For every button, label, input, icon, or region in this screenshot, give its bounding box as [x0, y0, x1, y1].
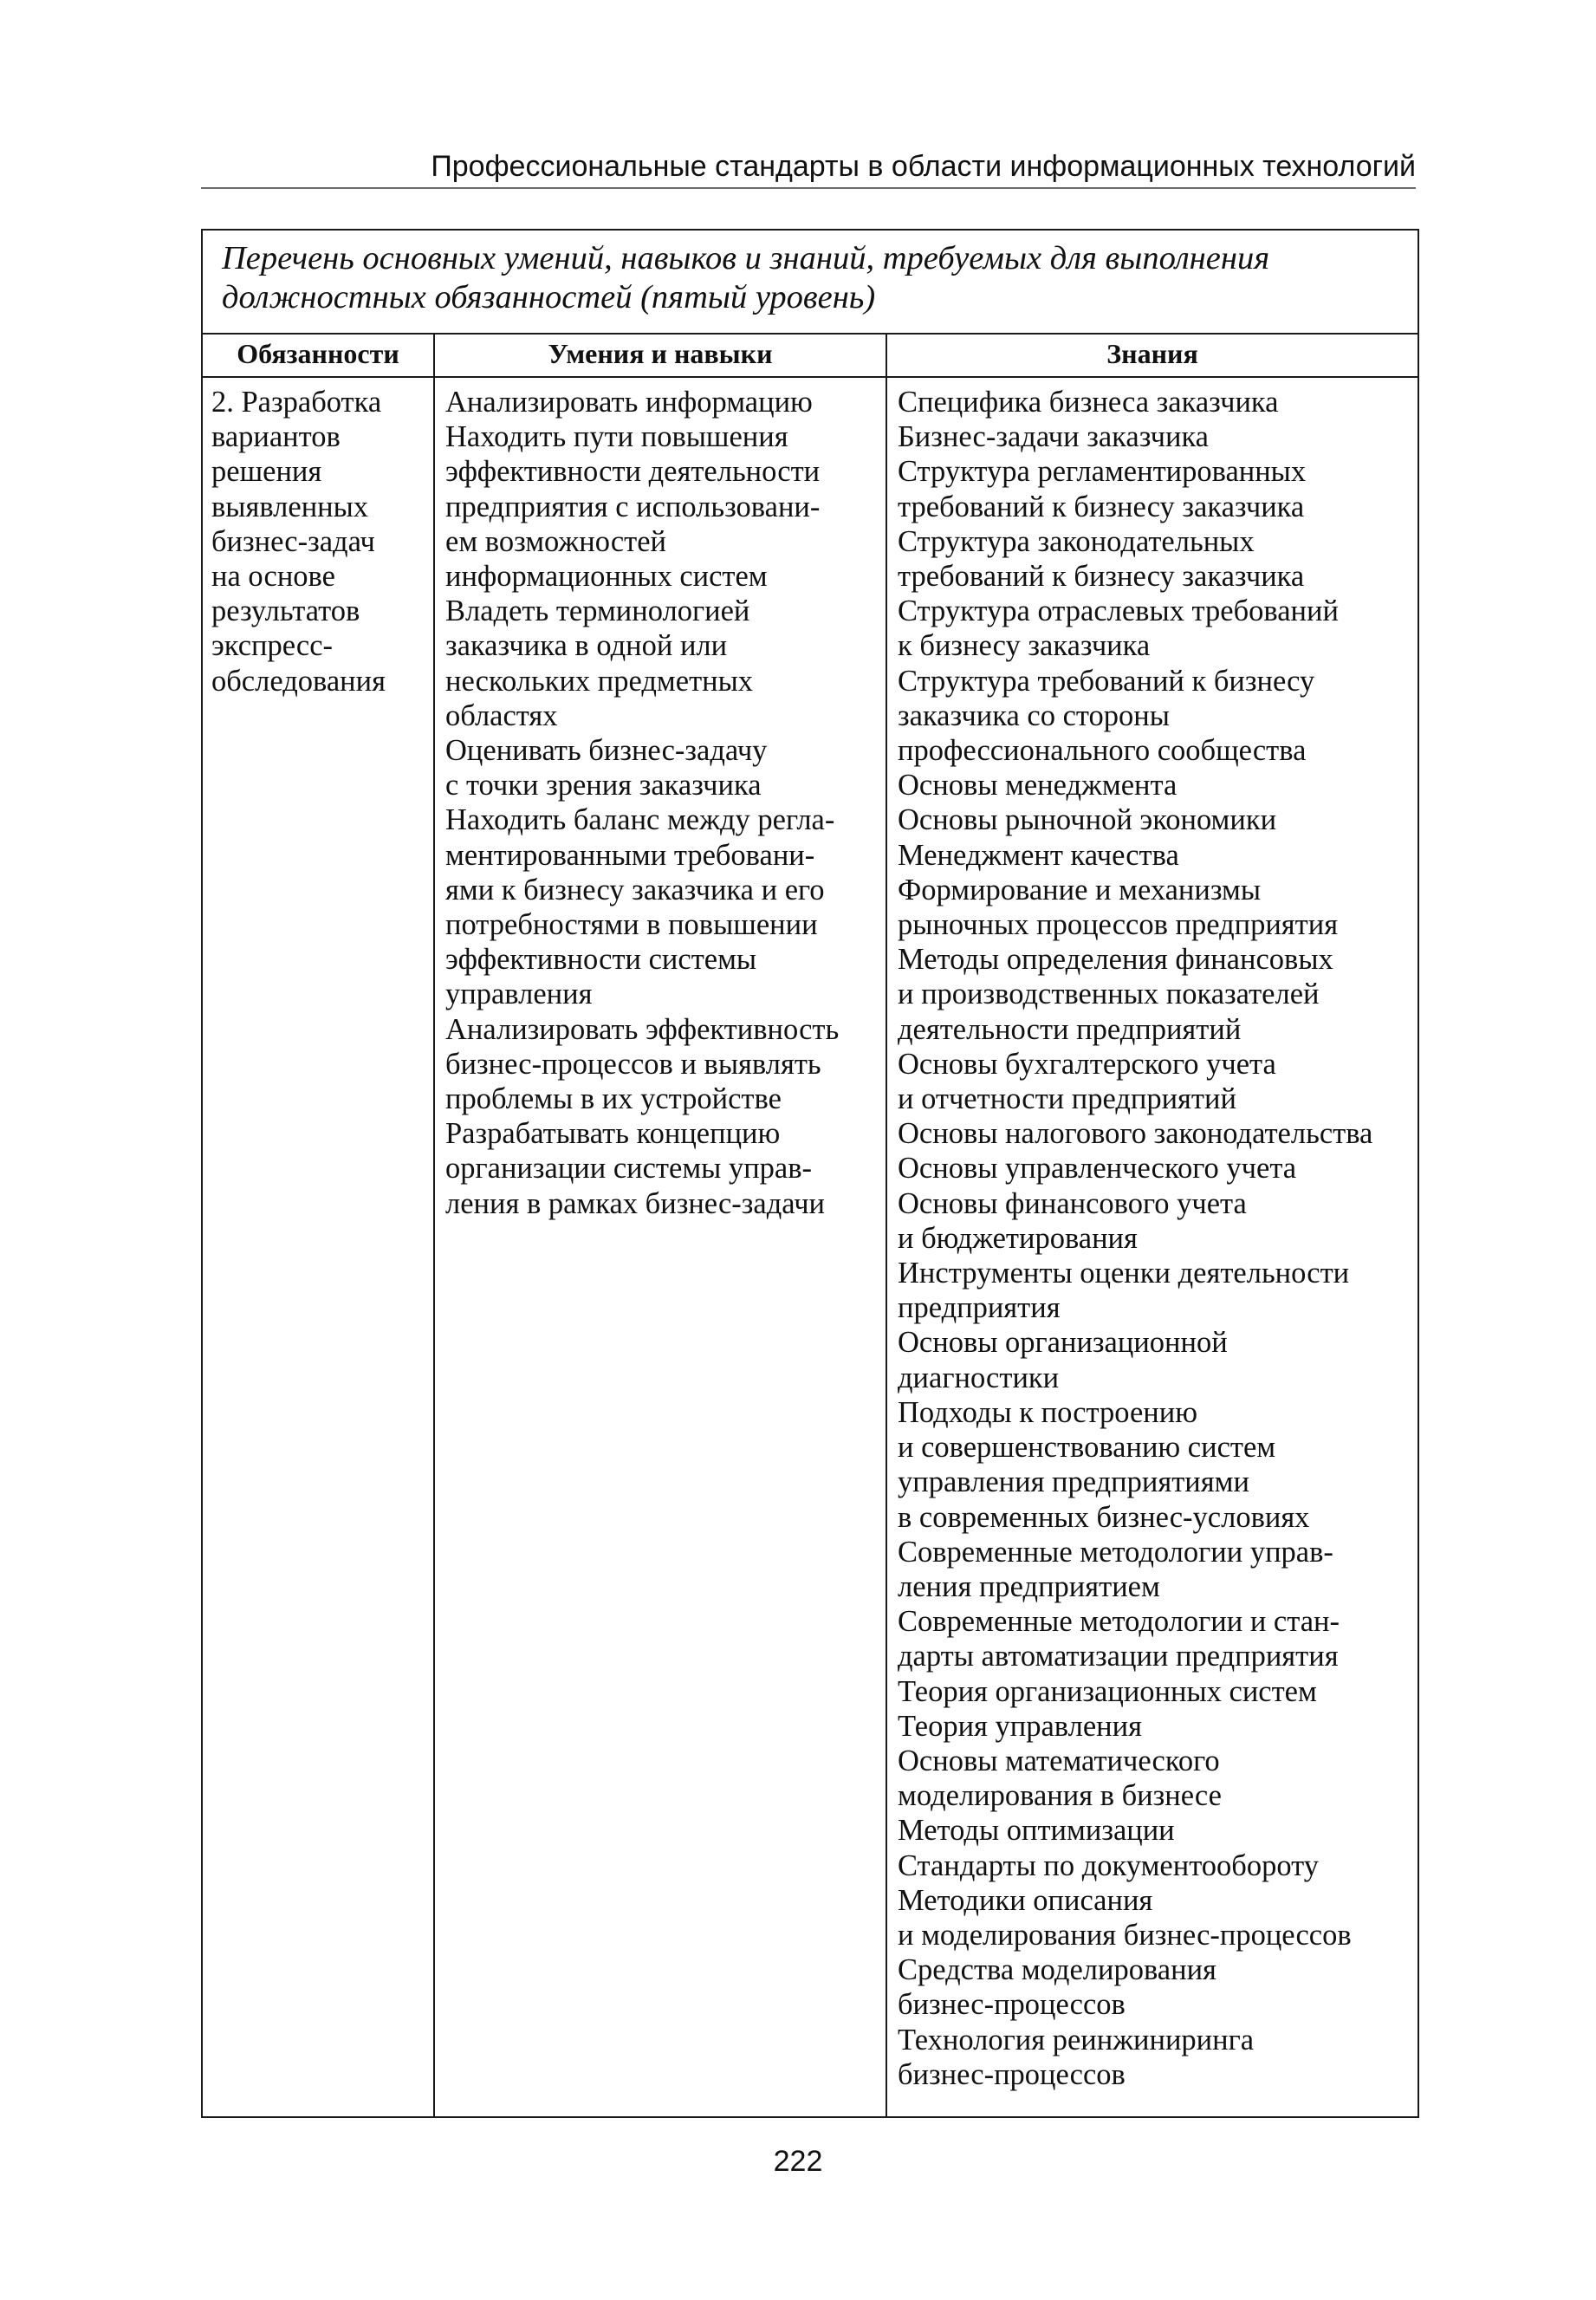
text-line: ментированными требовани-: [445, 838, 815, 872]
text-line: Современные методологии и стан-: [898, 1605, 1340, 1639]
header-duties: Обязанности: [202, 334, 434, 377]
text-line: вариантов: [211, 420, 341, 454]
text-line: Методы определения финансовых: [898, 943, 1333, 977]
text-line: ями к бизнесу заказчика и его: [445, 873, 825, 906]
text-line: Основы рыночной экономики: [898, 803, 1277, 837]
text-line: Анализировать эффективность: [445, 1012, 840, 1046]
text-line: ем возможностей: [445, 524, 667, 558]
text-line: предприятия с использовани-: [445, 490, 821, 523]
text-line: и совершенствованию систем: [898, 1431, 1276, 1465]
text-line: в современных бизнес-условиях: [898, 1500, 1310, 1534]
text-line: Основы математического: [898, 1744, 1220, 1777]
text-line: эффективности системы: [445, 943, 757, 977]
text-line: областях: [445, 698, 558, 732]
text-line: эффективности деятельности: [445, 455, 821, 489]
skills-cell: [434, 377, 886, 2117]
text-line: диагностики: [898, 1361, 1060, 1394]
table-caption: [202, 230, 1418, 334]
text-line: Инструменты оценки деятельности: [898, 1257, 1350, 1290]
text-line: Методы оптимизации: [898, 1814, 1175, 1848]
header-row: [202, 334, 1418, 377]
text-line: Стандарты по документообороту: [898, 1848, 1320, 1882]
text-line: Основы менеджмента: [898, 769, 1178, 802]
text-line: заказчика со стороны: [898, 698, 1170, 732]
text-line: Структура регламентированных: [898, 455, 1307, 489]
text-line: к бизнесу заказчика: [898, 629, 1151, 663]
text-line: результатов: [211, 594, 360, 628]
text-line: потребностями в повышении: [445, 908, 818, 942]
knowledge-lines: [898, 385, 1409, 2092]
text-line: Основы организационной: [898, 1326, 1228, 1360]
text-line: Оценивать бизнес-задачу: [445, 734, 768, 768]
text-line: решения: [211, 455, 322, 489]
caption-row: [202, 230, 1418, 334]
text-line: требований к бизнесу заказчика: [898, 560, 1305, 594]
page-number: 222: [773, 2145, 823, 2178]
text-line: информационных систем: [445, 560, 768, 594]
text-line: экспресс-: [211, 629, 334, 663]
text-line: управления: [445, 978, 593, 1011]
text-line: бизнес-процессов: [898, 1988, 1126, 2022]
text-line: Подходы к построению: [898, 1395, 1197, 1429]
caption-line: должностных обязанностей (пятый уровень): [222, 279, 876, 315]
running-head: Профессиональные стандарты в области информационных технологий: [431, 150, 1416, 183]
text-line: профессионального сообщества: [898, 734, 1307, 768]
text-line: на основе: [211, 560, 335, 594]
text-line: Основы управленческого учета: [898, 1152, 1297, 1186]
text-line: моделирования в бизнесе: [898, 1779, 1222, 1813]
text-line: Средства моделирования: [898, 1953, 1216, 1987]
text-line: выявленных: [211, 490, 369, 523]
knowledge-cell: [886, 377, 1418, 2117]
text-line: Основы налогового законодательства: [898, 1117, 1373, 1151]
text-line: бизнес-процессов: [898, 2057, 1126, 2091]
duties-cell: [202, 377, 434, 2117]
text-line: с точки зрения заказчика: [445, 769, 762, 802]
text-line: бизнес-задач: [211, 524, 375, 558]
text-line: Формирование и механизмы: [898, 873, 1262, 906]
text-line: рыночных процессов предприятия: [898, 908, 1339, 942]
text-line: ления предприятием: [898, 1569, 1160, 1603]
text-line: Структура законодательных: [898, 524, 1255, 558]
text-line: ления в рамках бизнес-задачи: [445, 1186, 826, 1220]
text-line: Специфика бизнеса заказчика: [898, 386, 1279, 419]
text-line: нескольких предметных: [445, 664, 754, 698]
text-line: Структура отраслевых требований: [898, 594, 1339, 628]
text-line: Технология реинжиниринга: [898, 2023, 1255, 2056]
text-line: Современные методологии управ-: [898, 1535, 1333, 1569]
text-line: обследования: [211, 664, 386, 698]
text-line: Владеть терминологией: [445, 594, 750, 628]
text-line: и отчетности предприятий: [898, 1082, 1236, 1116]
text-line: Методики описания: [898, 1883, 1153, 1917]
text-line: проблемы в их устройстве: [445, 1082, 782, 1116]
text-line: и моделирования бизнес-процессов: [898, 1918, 1352, 1952]
text-line: Основы бухгалтерского учета: [898, 1047, 1276, 1081]
text-line: Находить пути повышения: [445, 420, 788, 454]
header-rule: [201, 187, 1416, 189]
duties-lines: [211, 385, 425, 698]
text-line: заказчика в одной или: [445, 629, 728, 663]
text-line: бизнес-процессов и выявлять: [445, 1047, 821, 1081]
text-line: Разрабатывать концепцию: [445, 1117, 781, 1151]
text-line: Структура требований к бизнесу: [898, 664, 1315, 698]
text-line: Анализировать информацию: [445, 386, 813, 419]
text-line: управления предприятиями: [898, 1465, 1249, 1499]
text-line: дарты автоматизации предприятия: [898, 1640, 1339, 1673]
text-line: организации системы управ-: [445, 1152, 813, 1186]
text-line: требований к бизнесу заказчика: [898, 490, 1305, 523]
text-line: Теория организационных систем: [898, 1674, 1317, 1708]
text-line: и производственных показателей: [898, 978, 1320, 1011]
text-line: 2. Разработка: [211, 386, 382, 419]
caption-line: Перечень основных умений, навыков и знаний, требуемых для выполнения: [222, 240, 1270, 276]
skills-lines: [445, 385, 877, 1221]
text-line: Основы финансового учета: [898, 1186, 1247, 1220]
competency-table: [201, 229, 1419, 2118]
text-line: Бизнес-задачи заказчика: [898, 420, 1209, 454]
text-line: Находить баланс между регла-: [445, 803, 835, 837]
text-line: и бюджетирования: [898, 1221, 1138, 1255]
text-line: Менеджмент качества: [898, 838, 1179, 872]
text-line: Теория управления: [898, 1709, 1142, 1743]
header-skills: Умения и навыки: [434, 334, 886, 377]
text-line: предприятия: [898, 1291, 1061, 1325]
header-knowledge: Знания: [886, 334, 1418, 377]
text-line: деятельности предприятий: [898, 1012, 1242, 1046]
table-row: [202, 377, 1418, 2117]
